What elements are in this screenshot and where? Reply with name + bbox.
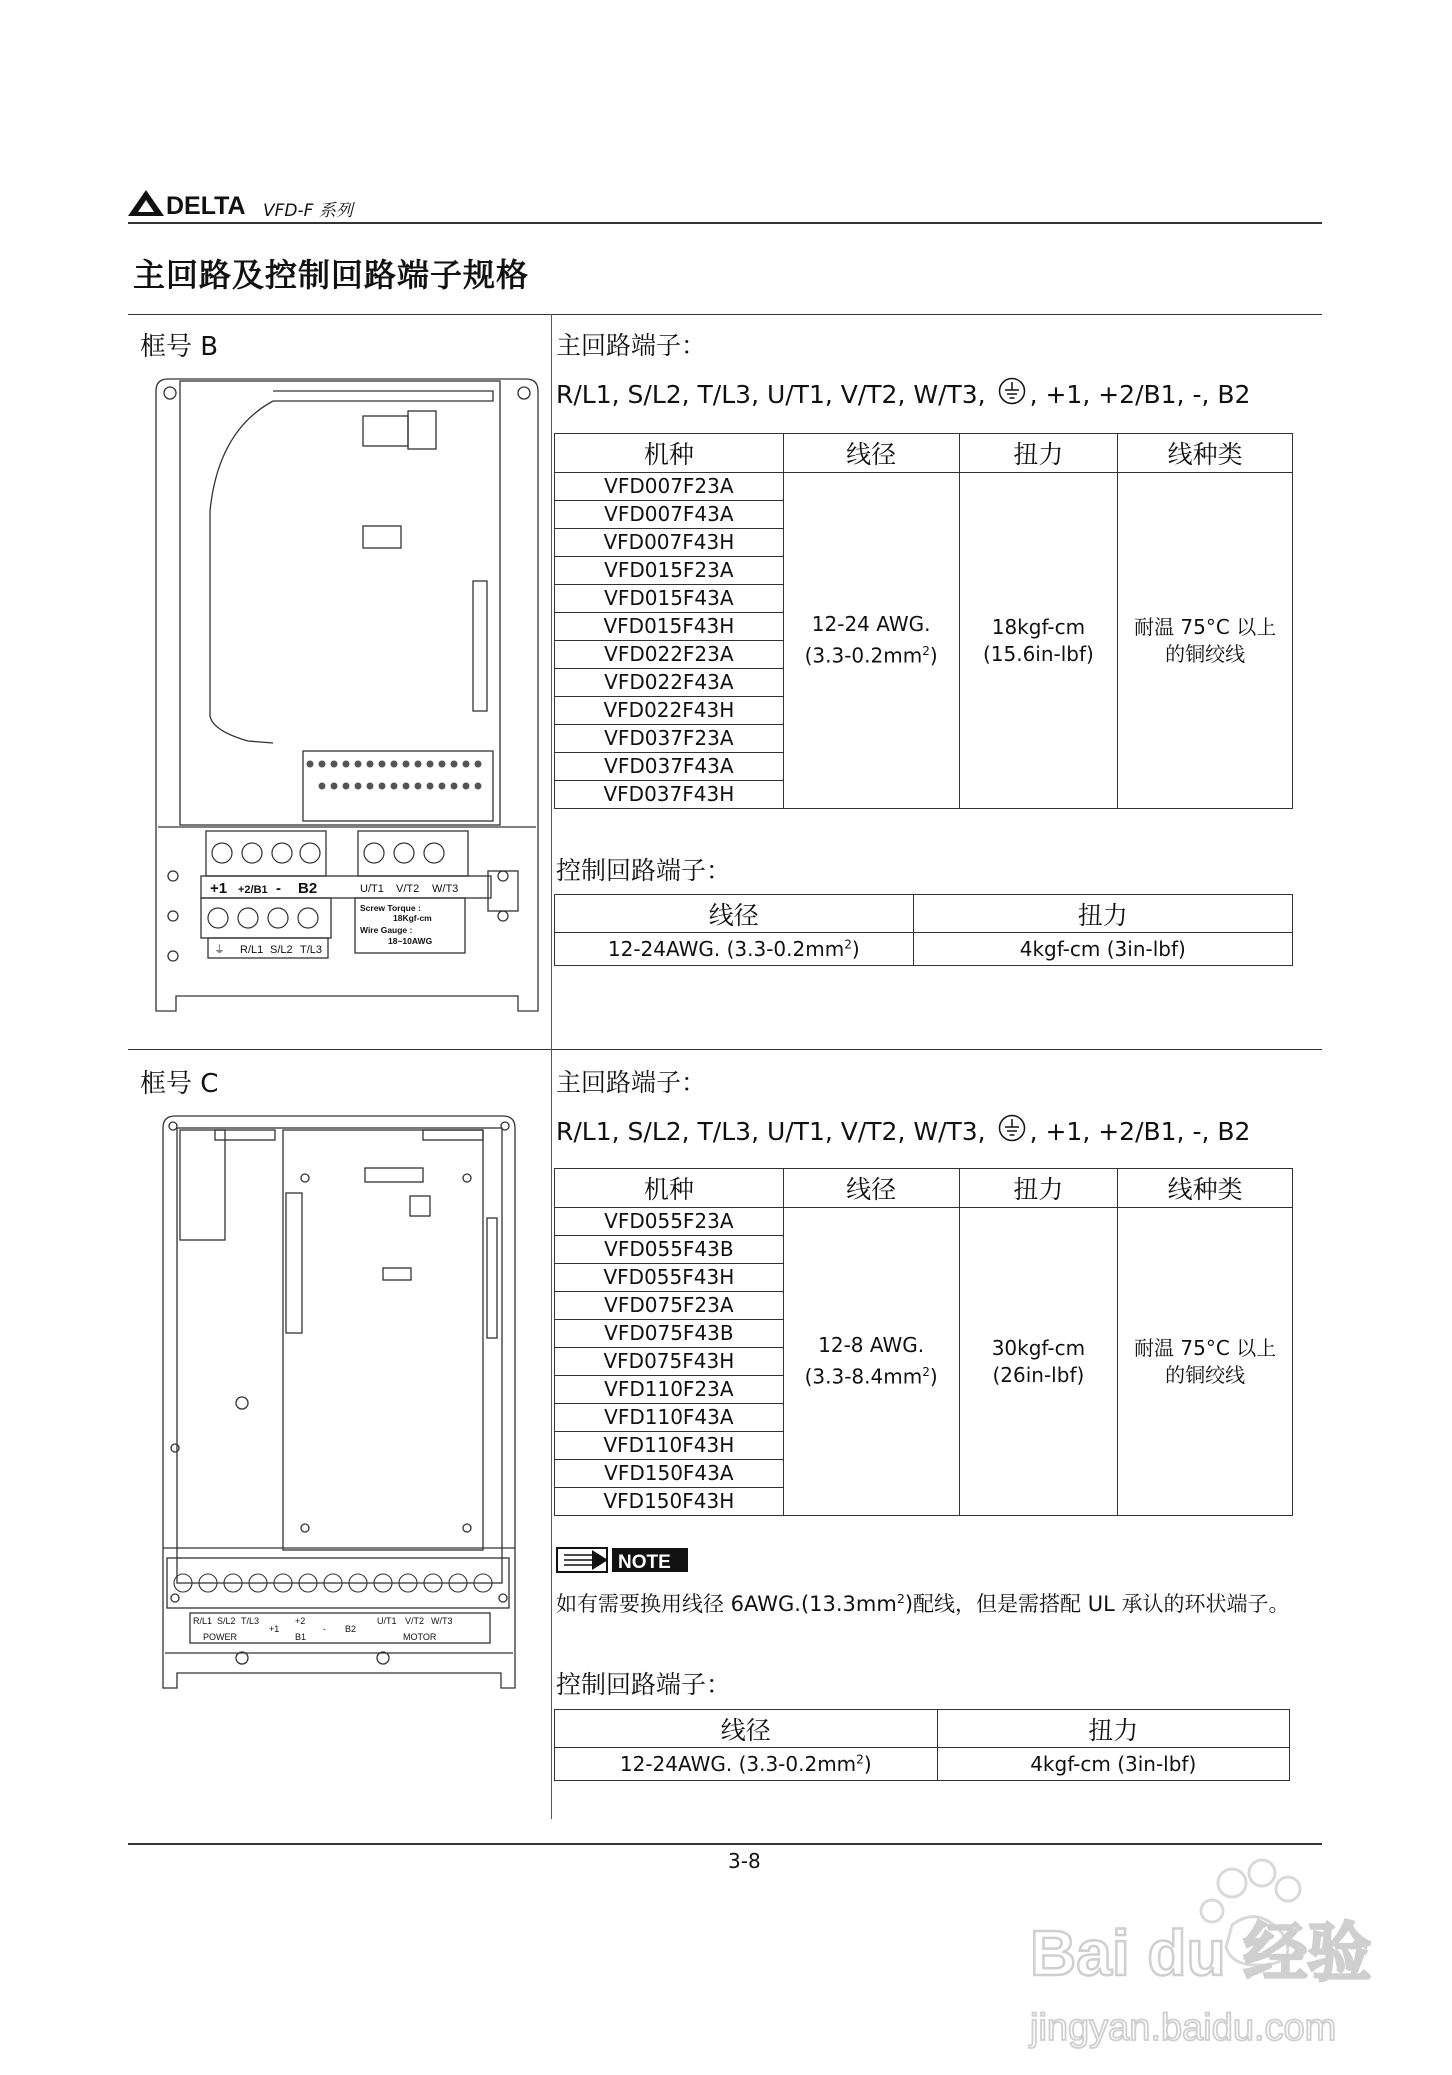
watermark-brand: Bai du 经验 bbox=[1030, 1917, 1372, 1989]
wire-type-line2: 的铜绞线 bbox=[1165, 1362, 1246, 1387]
frame-b-spec-table bbox=[554, 433, 1293, 809]
wire-type-line1: 耐温 75°C 以上 bbox=[1134, 614, 1277, 639]
watermark-url: jingyan.baidu.com bbox=[1030, 2007, 1337, 2049]
control-torque-cell: 4kgf-cm (3in-lbf) bbox=[937, 1748, 1290, 1781]
diagram-term-minus: - bbox=[276, 880, 281, 897]
note-text-b: )配线，但是需搭配 UL 承认的环状端子。 bbox=[904, 1592, 1290, 1616]
model-cell: VFD022F43H bbox=[555, 697, 784, 725]
model-cell: VFD015F43A bbox=[555, 585, 784, 613]
frame-c-terms-after: , +1, +2/B1, -, B2 bbox=[1029, 1117, 1251, 1146]
diagram-wire-gauge-label: Wire Gauge : bbox=[360, 925, 413, 935]
control-wire-cell bbox=[555, 933, 914, 966]
note-badge bbox=[556, 1545, 690, 1575]
wire-gauge-line1: 12-24 AWG. bbox=[811, 612, 931, 637]
diagram-term-vt2: V/T2 bbox=[396, 883, 420, 895]
series-label: VFD-F 系列 bbox=[263, 201, 353, 221]
diagram-term-b2: B2 bbox=[298, 880, 318, 897]
frame-c-control-table bbox=[554, 1709, 1290, 1781]
torque-cell bbox=[959, 473, 1118, 809]
diagram-c-term-b2: B2 bbox=[345, 1624, 357, 1634]
diagram-term-ut1: U/T1 bbox=[360, 883, 384, 895]
control-header-wire: 线径 bbox=[555, 1710, 938, 1748]
torque-line1: 30kgf-cm bbox=[991, 1335, 1086, 1360]
control-wire-sup: 2 bbox=[844, 937, 852, 952]
logo-text: DELTA bbox=[166, 192, 246, 218]
note-text bbox=[556, 1583, 1316, 1620]
frame-b-control-table bbox=[554, 894, 1293, 966]
diagram-c-motor-label: MOTOR bbox=[403, 1632, 437, 1642]
model-cell: VFD150F43A bbox=[555, 1460, 784, 1488]
wire-gauge-line1: 12-8 AWG. bbox=[818, 1333, 925, 1358]
control-wire-text: 12-24AWG. (3.3-0.2mm bbox=[619, 1752, 857, 1776]
frame-b-main-heading: 主回路端子： bbox=[556, 331, 707, 360]
col-header-wire-gauge: 线径 bbox=[783, 1169, 959, 1208]
ground-icon bbox=[998, 377, 1026, 405]
model-cell: VFD075F43B bbox=[555, 1320, 784, 1348]
torque-line2: (26in-lbf) bbox=[992, 1362, 1085, 1387]
col-header-model: 机种 bbox=[555, 1169, 784, 1208]
model-cell: VFD007F43H bbox=[555, 529, 784, 557]
col-header-torque: 扭力 bbox=[959, 434, 1118, 473]
model-cell: VFD022F23A bbox=[555, 641, 784, 669]
control-wire-end: ) bbox=[851, 937, 860, 961]
wire-gauge-cell bbox=[783, 1208, 959, 1516]
diagram-c-term-rl1: R/L1 bbox=[193, 1616, 213, 1626]
section-divider-rule bbox=[128, 1049, 1322, 1050]
wire-gauge-end: ) bbox=[929, 643, 938, 668]
note-text-sup: 2 bbox=[896, 1591, 905, 1606]
frame-b-main-terms bbox=[556, 377, 1250, 409]
torque-line1: 18kgf-cm bbox=[991, 614, 1086, 639]
frame-b-terms-after: , +1, +2/B1, -, B2 bbox=[1029, 380, 1251, 409]
frame-c-main-heading: 主回路端子： bbox=[556, 1068, 707, 1097]
wire-type-line1: 耐温 75°C 以上 bbox=[1134, 1335, 1277, 1360]
frame-c-label: 框号 C bbox=[140, 1069, 219, 1099]
wire-type-cell bbox=[1118, 473, 1293, 809]
diagram-screw-torque-label: Screw Torque : bbox=[360, 903, 421, 913]
model-cell: VFD110F23A bbox=[555, 1376, 784, 1404]
diagram-c-term-vt2: V/T2 bbox=[405, 1616, 425, 1626]
model-cell: VFD075F43H bbox=[555, 1348, 784, 1376]
frame-b-terms-before: R/L1, S/L2, T/L3, U/T1, V/T2, W/T3, bbox=[556, 380, 986, 409]
col-header-wire-type: 线种类 bbox=[1118, 1169, 1293, 1208]
footer-rule bbox=[128, 1843, 1322, 1845]
model-cell: VFD110F43H bbox=[555, 1432, 784, 1460]
header-rule bbox=[128, 222, 1322, 224]
diagram-c-term-b1: B1 bbox=[295, 1632, 307, 1642]
col-header-model: 机种 bbox=[555, 434, 784, 473]
model-cell: VFD075F23A bbox=[555, 1292, 784, 1320]
model-cell: VFD037F43H bbox=[555, 781, 784, 809]
diagram-screw-torque-value: 18Kgf-cm bbox=[393, 913, 432, 923]
model-cell: VFD015F43H bbox=[555, 613, 784, 641]
diagram-wire-gauge-value: 18~10AWG bbox=[388, 936, 433, 946]
wire-gauge-sup: 2 bbox=[922, 1365, 930, 1380]
control-wire-text: 12-24AWG. (3.3-0.2mm bbox=[607, 937, 845, 961]
control-header-wire: 线径 bbox=[555, 895, 914, 933]
wire-gauge-sup: 2 bbox=[922, 644, 930, 659]
frame-b-control-heading: 控制回路端子： bbox=[556, 856, 732, 885]
frame-c-terminal-diagram bbox=[155, 1108, 525, 1703]
section-top-rule bbox=[128, 314, 1322, 315]
col-header-wire-type: 线种类 bbox=[1118, 434, 1293, 473]
diagram-term-tl3: T/L3 bbox=[300, 944, 323, 956]
frame-c-terms-before: R/L1, S/L2, T/L3, U/T1, V/T2, W/T3, bbox=[556, 1117, 986, 1146]
diagram-c-term-plus1: +1 bbox=[269, 1624, 280, 1634]
control-wire-cell bbox=[555, 1748, 938, 1781]
model-cell: VFD037F23A bbox=[555, 725, 784, 753]
control-header-torque: 扭力 bbox=[913, 895, 1292, 933]
control-wire-sup: 2 bbox=[856, 1752, 864, 1767]
diagram-c-term-minus: - bbox=[323, 1624, 326, 1634]
torque-line2: (15.6in-lbf) bbox=[982, 641, 1094, 666]
diagram-c-term-wt3: W/T3 bbox=[431, 1616, 453, 1626]
diagram-term-ground: ⏚ bbox=[214, 944, 225, 956]
diagram-term-rl1: R/L1 bbox=[240, 944, 264, 956]
wire-type-cell bbox=[1118, 1208, 1293, 1516]
col-header-wire-gauge: 线径 bbox=[783, 434, 959, 473]
wire-gauge-end: ) bbox=[929, 1364, 938, 1389]
diagram-c-term-ut1: U/T1 bbox=[377, 1616, 397, 1626]
diagram-c-term-tl3: T/L3 bbox=[241, 1616, 260, 1626]
model-cell: VFD150F43H bbox=[555, 1488, 784, 1516]
column-divider bbox=[551, 314, 552, 1819]
model-cell: VFD015F23A bbox=[555, 557, 784, 585]
model-cell: VFD007F23A bbox=[555, 473, 784, 501]
model-cell: VFD055F43B bbox=[555, 1236, 784, 1264]
control-wire-end: ) bbox=[863, 1752, 872, 1776]
col-header-torque: 扭力 bbox=[959, 1169, 1118, 1208]
frame-c-control-heading: 控制回路端子： bbox=[556, 1670, 732, 1699]
wire-gauge-line2: (3.3-0.2mm bbox=[804, 643, 923, 668]
note-label: NOTE bbox=[618, 1552, 671, 1573]
diagram-term-plus2-b1: +2/B1 bbox=[238, 884, 268, 896]
model-cell: VFD037F43A bbox=[555, 753, 784, 781]
diagram-term-sl2: S/L2 bbox=[270, 944, 293, 956]
frame-c-main-terms bbox=[556, 1114, 1250, 1146]
frame-c-spec-table bbox=[554, 1168, 1293, 1516]
model-cell: VFD055F23A bbox=[555, 1208, 784, 1236]
model-cell: VFD110F43A bbox=[555, 1404, 784, 1432]
diagram-c-power-label: POWER bbox=[203, 1632, 238, 1642]
page-number: 3-8 bbox=[728, 1849, 761, 1873]
model-cell: VFD007F43A bbox=[555, 501, 784, 529]
wire-gauge-cell bbox=[783, 473, 959, 809]
control-header-torque: 扭力 bbox=[937, 1710, 1290, 1748]
ground-icon bbox=[998, 1114, 1026, 1142]
frame-b-terminal-diagram bbox=[148, 371, 546, 1026]
diagram-c-term-plus2: +2 bbox=[295, 1616, 306, 1626]
diagram-term-plus1: +1 bbox=[210, 880, 228, 897]
frame-b-label: 框号 B bbox=[140, 332, 219, 362]
wire-gauge-line2: (3.3-8.4mm bbox=[804, 1364, 923, 1389]
model-cell: VFD055F43H bbox=[555, 1264, 784, 1292]
wire-type-line2: 的铜绞线 bbox=[1165, 641, 1246, 666]
note-text-a: 如有需要换用线径 6AWG.(13.3mm bbox=[556, 1592, 897, 1616]
delta-logo bbox=[128, 188, 260, 218]
torque-cell bbox=[959, 1208, 1118, 1516]
model-cell: VFD022F43A bbox=[555, 669, 784, 697]
baidu-watermark bbox=[1000, 1855, 1380, 2075]
diagram-term-wt3: W/T3 bbox=[432, 883, 459, 895]
control-torque-cell: 4kgf-cm (3in-lbf) bbox=[913, 933, 1292, 966]
page-title: 主回路及控制回路端子规格 bbox=[133, 256, 530, 294]
diagram-c-term-sl2: S/L2 bbox=[217, 1616, 236, 1626]
